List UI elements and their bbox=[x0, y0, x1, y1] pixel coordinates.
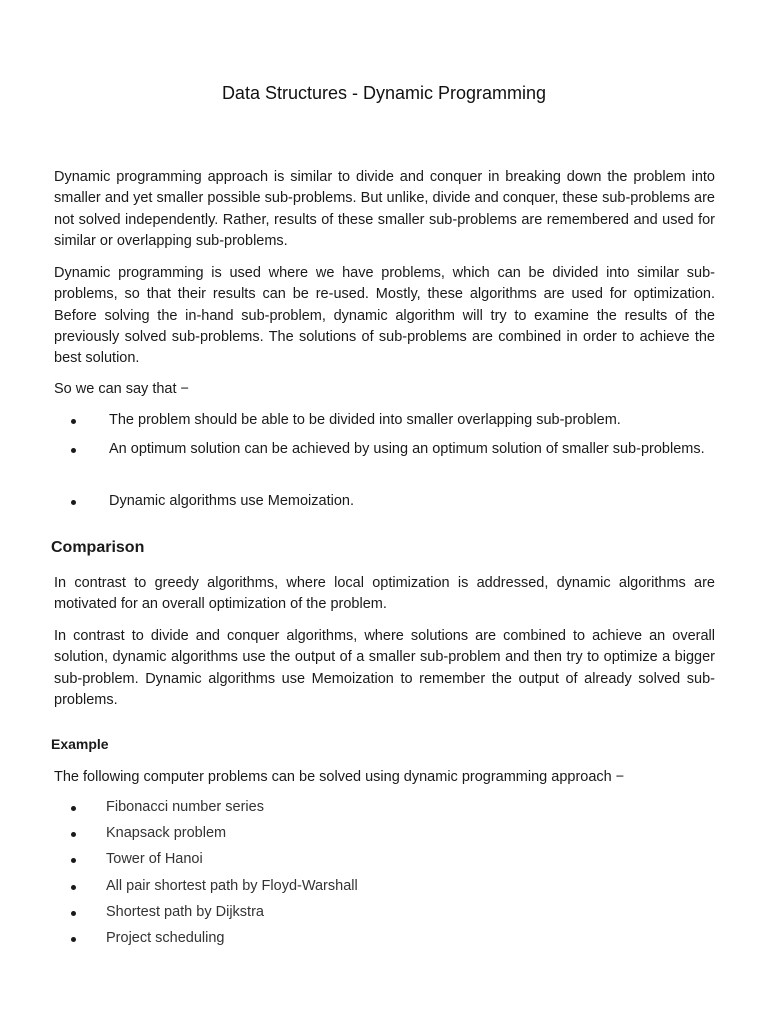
bullet-dot bbox=[71, 500, 76, 505]
bullet-dot bbox=[71, 806, 76, 811]
example-intro: The following computer problems can be solved using dynamic programming approach − bbox=[54, 769, 625, 785]
bullet-dot bbox=[71, 832, 76, 837]
list-item-text: The problem should be able to be divided into smaller overlapping sub-problem. bbox=[109, 412, 621, 428]
list-item-text: All pair shortest path by Floyd-Warshall bbox=[106, 878, 358, 894]
bullet-dot bbox=[71, 937, 76, 942]
comparison-heading: Comparison bbox=[51, 539, 145, 556]
example-heading: Example bbox=[51, 736, 109, 752]
comparison-paragraph-1: In contrast to greedy algorithms, where local optimization is addressed, dynamic algorithms are motivated for an overall optimization of the problem. bbox=[54, 575, 715, 613]
so-we-can-say-text: So we can say that − bbox=[54, 381, 190, 397]
page-title: Data Structures - Dynamic Programming bbox=[221, 83, 547, 103]
list-item-text: Dynamic algorithms use Memoization. bbox=[109, 493, 354, 509]
bullet-dot bbox=[71, 885, 76, 890]
intro-paragraph-2: Dynamic programming is used where we have problems, which can be divided into similar sub-problems, so that their results can be re-used. Mostly, these algorithms are used for optimization. Before solving the in-hand sub-problem, dynamic algorithm will try to examine the results of the previously solved sub-problems. The solutions of sub-problems are combined in order to achieve the best solution. bbox=[54, 265, 715, 367]
bullet-dot bbox=[71, 858, 76, 863]
comparison-paragraph-2: In contrast to divide and conquer algorithms, where solutions are combined to achieve an overall solution, dynamic algorithms use the output of a smaller sub-problem and then try to optimize a bigger sub-problem. Dynamic algorithms use Memoization to remember the output of already solved sub-problems. bbox=[54, 628, 715, 708]
list-item-text: Fibonacci number series bbox=[106, 799, 264, 815]
list-item-text: An optimum solution can be achieved by using an optimum solution of smaller sub-problems. bbox=[109, 441, 705, 457]
intro-paragraph-1: Dynamic programming approach is similar to divide and conquer in breaking down the problem into smaller and yet smaller possible sub-problems. But unlike, divide and conquer, these sub-problems are not solved independently. Rather, results of these smaller sub-problems are remembered and used for similar or overlapping sub-problems. bbox=[54, 169, 715, 249]
list-item-text: Knapsack problem bbox=[106, 825, 227, 841]
list-item-text: Project scheduling bbox=[106, 930, 225, 946]
bullet-dot bbox=[71, 911, 76, 916]
list-item-text: Shortest path by Dijkstra bbox=[106, 904, 264, 920]
bullet-dot bbox=[71, 419, 76, 424]
bullet-dot bbox=[71, 448, 76, 453]
list-item-text: Tower of Hanoi bbox=[106, 851, 203, 867]
